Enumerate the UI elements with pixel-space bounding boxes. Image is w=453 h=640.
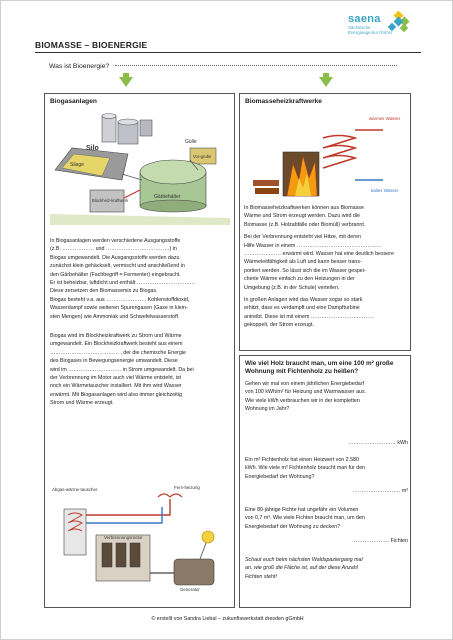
wood-paragraph-1 [245, 380, 409, 414]
text-line: In großen Anlagen wird das Wasser sogar so stark [244, 297, 363, 304]
logo-name: saena [348, 13, 381, 25]
arrow-down-left-icon [119, 77, 133, 87]
label-guelle: Gülle [185, 139, 197, 145]
text-line: Biogas besteht v.a. aus ………………… , Kohlenstoffdioxid, [50, 296, 190, 303]
text-line: Eine 80-jährige Fichte hat ungefähr ein Volumen [245, 507, 359, 513]
text-line: Er ist beheizbar, luftdicht und enthält …………………………… [50, 280, 196, 287]
answer-line [115, 65, 397, 66]
label-silage: Silage [70, 162, 84, 168]
bhkw-illustration [50, 479, 230, 599]
biomass-plant-illustration [243, 108, 408, 204]
text-line: wird im ………………………… in Strom umgewandelt. Da bei [50, 366, 194, 373]
text-line: antreibt. Diese ist mit einem ……………………………… [244, 313, 375, 320]
text-line: sten Mengen) wie Ammoniak und Schwefelwasserstoff. [50, 313, 180, 320]
text-line: ………………………………… , der die chemische Energie [50, 349, 186, 356]
text-line: In Biogasanlagen werden verschiedene Ausgangsstoffe [50, 238, 181, 244]
label-motor: Verbrennungsmotor [104, 535, 143, 540]
text-line: von 0,7 m³. Wie viele Fichten braucht man, um den [245, 515, 365, 522]
label-fernheizung: Fern-heizung [174, 485, 200, 490]
label-warmes-wasser: warmes Wasser [369, 116, 401, 121]
label-garbehaelter: Gärbehälter [154, 194, 181, 200]
text-line: Gehen wir mal von einem jährlichen Energiebedarf [245, 381, 364, 387]
text-line: Wie viele kWh verbrauchen wir in der kompletten [245, 397, 360, 404]
text-line: Strom und Wärme erzeugt. [50, 400, 114, 407]
label-waermetauscher: Abgas-wärme-tauscher [52, 487, 98, 492]
biomasse-text [244, 204, 408, 330]
text-line: erwärmt. Mit Biogasanlagen wird also immer gleichzeitig [50, 391, 182, 398]
text-line: noch ein Wärmetauscher installiert. Mit ihm wird Wasser [50, 383, 182, 390]
page-title: BIOMASSE – BIOENERGIE [35, 40, 148, 50]
panel-wood-calculation [239, 355, 411, 608]
text-line: Hilfe Wasser in einem ………………………………………… [244, 242, 382, 249]
text-line: erhitzt, dass es verdampft und eine Dampfturbine [244, 305, 360, 312]
text-line: Bei der Verbrennung entsteht viel Hitze, mit deren [244, 234, 361, 241]
label-generator: Generator [180, 587, 200, 592]
text-line: Wasserdampf sowie weiteren Spurengasen (Gase in klein- [50, 305, 188, 312]
text-line: Diese zersetzen den Biomassemix zu Biogas. [50, 288, 158, 295]
text-line: des Biogases in Bewegungsenergie umwandelt. Diese [50, 358, 178, 365]
panel-title-biogas: Biogasanlagen [50, 98, 97, 105]
text-line: kWh. Wie viele m³ Fichtenholz braucht man für den [245, 465, 366, 472]
wood-paragraph-2 [245, 456, 409, 481]
text-line: ………………… erwärmt wird. Wasser hat eine deutlich bessere [244, 251, 394, 258]
biogas-plant-illustration [50, 110, 230, 225]
question-bioenergie: Was ist Bioenergie? [49, 63, 110, 70]
biogas-text-1 [50, 237, 232, 321]
footer-credit: © erstellt von Sandra Liebal – zukunftswerkstatt dresden gGmbH [151, 616, 304, 622]
text-line: zunächst klein gehäckselt, vermischt und anschließend in [50, 263, 185, 270]
text-line: Ein m³ Fichtenholz hat einen Heizwert von 2.580 [245, 457, 359, 463]
logo-mark-icon [386, 11, 412, 37]
text-line: cherte Wärme einfach zu den Heizungen in der [244, 276, 355, 283]
text-line: den Gärbehälter (Fachbegriff = Fermenter) eingebracht. [50, 271, 181, 278]
text-line: Biomasse (z.B. Holzabfälle oder Biomüll) verbrannt. [244, 221, 366, 228]
text-line: Energiebedarf der Wohnung? [245, 473, 315, 480]
text-line: In Biomasseheizkraftwerken können aus Biomasse [244, 205, 364, 211]
text-line: Wärme und Strom erzeugt werden. Dazu wird die [244, 213, 360, 220]
text-line: Biogas wird im Blockheizkraftwerk zu Strom und Wärme [50, 333, 182, 339]
label-kaltes-wasser: kaltes Wasser [371, 188, 399, 193]
text-line: Biogas umgewandelt. Die Ausgangsstoffe werden dazu [50, 254, 180, 261]
text-line: von 100 kWh/m² für Heizung und Warmwasser aus. [245, 389, 367, 396]
text-line: gekoppelt, der Strom erzeugt. [244, 322, 314, 329]
text-line: portiert werden. So lässt sich die im Wasser gespei- [244, 267, 366, 274]
text-line: an, wie groß die Fläche ist, auf der diese Anzahl [245, 565, 358, 572]
panel-title-biomasse: Biomasseheizkraftwerke [245, 98, 322, 105]
label-bhkw: Blockheiz-kraftwerk [92, 198, 129, 203]
title-divider [35, 52, 421, 53]
text-line: (z.B. ……………… und ………………………………) in [50, 246, 177, 253]
text-line: Wärmeleitfähigkeit als Luft und kann besser trans- [244, 259, 362, 266]
text-line: Umgebung (z.B. in der Schule) verteilen. [244, 284, 340, 291]
wood-paragraph-3 [245, 506, 409, 531]
wood-paragraph-4 [245, 556, 409, 581]
answer-m3: ……………………… m³ [352, 488, 408, 494]
text-line: Wohnung im Jahr? [245, 406, 290, 413]
answer-fichten: ………………… Fichten [352, 538, 408, 544]
logo-sub-2: Energieagentur GmbH [348, 30, 392, 35]
answer-kwh: ……………………… kWh [348, 440, 408, 446]
panel-biogas [44, 93, 235, 608]
text-line: Energiebedarf der Wohnung zu decken? [245, 523, 341, 530]
text-line: Fichten steht! [245, 573, 277, 580]
panel-biomasse [239, 93, 411, 351]
text-line: umgewandelt. Ein Blockheizkraftwerk besteht aus einem [50, 341, 183, 348]
logo-sub-1: Sächsische [348, 25, 371, 30]
label-silo: Silo [86, 145, 99, 152]
arrow-down-right-icon [319, 77, 333, 87]
text-line: Schaut euch beim nächsten Waldspaziergang mal [245, 557, 363, 563]
biogas-text-2 [50, 332, 232, 408]
label-vorgrube: Vor-grube [193, 154, 212, 159]
text-line: der Verbrennung im Motor auch viel Wärme entsteht, ist [50, 375, 182, 382]
wood-question-title: Wie viel Holz braucht man, um eine 100 m² große Wohnung mit Fichtenholz zu heißen? [245, 360, 394, 375]
